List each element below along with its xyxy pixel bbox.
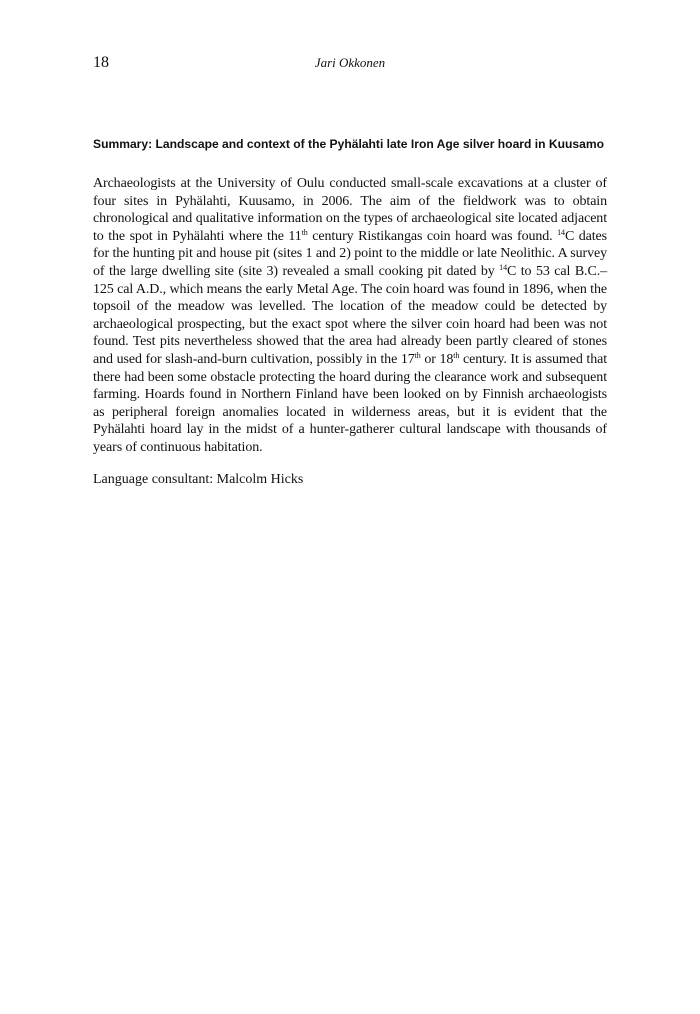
summary-title: Summary: Landscape and context of the Pyhälahti late Iron Age silver hoard in Kuusamo [93,137,604,151]
summary-paragraph [93,175,607,457]
summary-text-part: C dates for the hunting pit and house pit (sites 1 and 2) point to the middle or late Neolithic. A survey of the large dwelling site (site 3) revealed a small cooking pit dated by [93,228,607,279]
isotope-superscript: 14 [557,227,565,237]
ordinal-superscript: th [453,350,460,360]
ordinal-superscript: th [301,227,308,237]
language-consultant-credit: Language consultant: Malcolm Hicks [93,472,304,487]
page-number: 18 [93,54,109,71]
summary-text-part: Archaeologists at the University of Oulu conducted small-scale excavations at a cluster of four sites in Pyhälahti, Kuusamo, in 2006. The aim of the fieldwork was to obtain chronological and qualitative information on the types of archaeological site located adjacent to the spot in Pyhälahti where the 11 [93,176,607,244]
summary-section [93,136,607,457]
summary-text-part: century Ristikangas coin hoard was found. [307,228,558,244]
isotope-superscript: 14 [499,262,507,272]
summary-text-part: C to 53 cal B.C.–125 cal A.D., which means the early Metal Age. The coin hoard was found in 1896, when the topsoil of the meadow was levelled. The location of the meadow could be detected by archaeological prospecting, but the exact spot where the silver coin hoard had been was not found. Test pits nevertheless showed that the area had already been partly cleared of stones and used for slash-and-burn cultivation, possibly in the 17 [93,263,607,367]
summary-text-part: or 18 [420,351,454,367]
running-head-author: Jari Okkonen [314,55,386,70]
page-header [0,0,700,80]
summary-text-part: century. It is assumed that there had been some obstacle protecting the hoard during the clearance work and subsequent farming. Hoards found in Northern Finland have been looked on by Finnish archaeologists as peripheral foreign anomalies located in wilderness areas, but it is evident that the Pyhälahti hoard lay in the midst of a hunter-gatherer cultural landscape with thousands of years of continuous habitation. [93,351,607,455]
ordinal-superscript: th [414,350,421,360]
